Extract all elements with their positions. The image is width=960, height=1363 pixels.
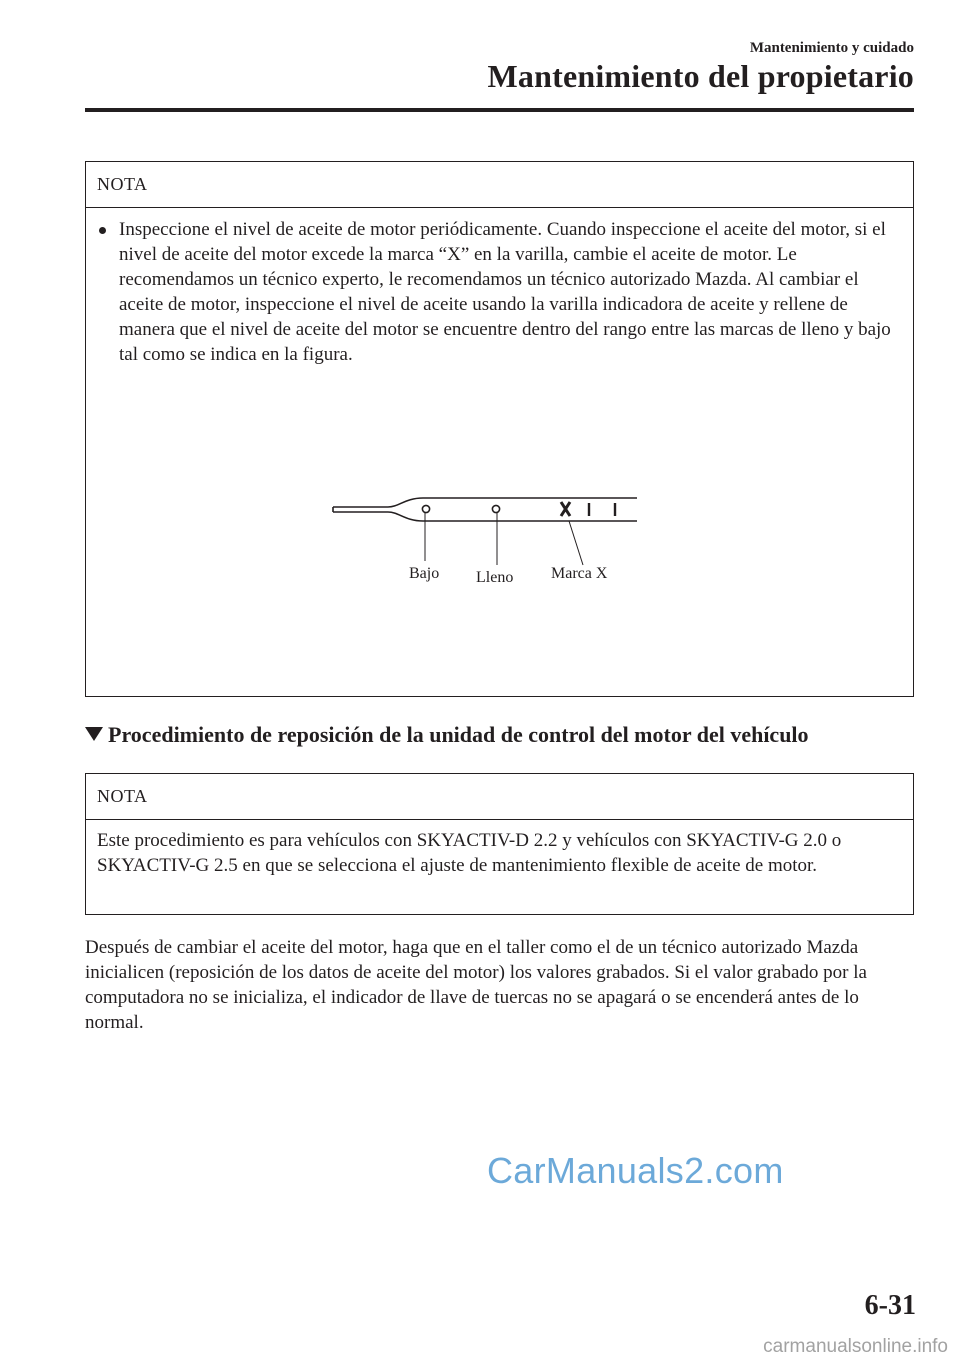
- page-number: 6-31: [864, 1290, 916, 1321]
- dipstick-figure: [331, 495, 651, 595]
- note-label: NOTA: [86, 774, 913, 820]
- dipstick-lower-edge: [333, 512, 637, 521]
- header-subtitle: Mantenimiento y cuidado: [749, 40, 914, 56]
- low-mark-icon: [422, 505, 429, 512]
- body-paragraph: Después de cambiar el aceite del motor, haga que en el taller como el de un técnico autorizado Mazda inicialicen (reposición de los datos de aceite del motor) los valores grabados. Si el valor grabado por la computadora no se inicializa, el indicador de llave de tuercas no se apagará o se encenderá antes de lo normal.: [85, 937, 867, 1033]
- bullet-dot-icon: [99, 227, 106, 234]
- note-box-oil-level: [85, 161, 914, 697]
- label-low: Bajo: [409, 565, 440, 582]
- section-heading-text: Procedimiento de reposición de la unidad de control del motor del vehículo: [108, 722, 809, 747]
- x-mark-icon: [561, 502, 570, 516]
- label-full: Lleno: [476, 569, 514, 586]
- footer-url: carmanualsonline.info: [763, 1336, 948, 1357]
- page-title: Mantenimiento del propietario: [487, 58, 914, 94]
- full-mark-icon: [492, 505, 499, 512]
- header-rule: [85, 108, 914, 112]
- note-text: Este procedimiento es para vehículos con SKYACTIV-D 2.2 y vehículos con SKYACTIV-G 2.0 o SKYACTIV-G 2.5 en que se selecciona el ajuste de mantenimiento flexible de aceite de motor.: [97, 830, 842, 876]
- note-box-procedure: [85, 773, 914, 915]
- note-label: NOTA: [86, 162, 913, 208]
- note-bullet-item: [97, 217, 897, 367]
- label-x-mark: Marca X: [551, 565, 608, 582]
- dipstick-upper-edge: [333, 498, 637, 507]
- section-heading: [85, 722, 809, 748]
- x-mark-leader-line: [569, 521, 583, 565]
- tick-marks: [589, 503, 615, 516]
- watermark-logo: CarManuals2.com: [487, 1150, 784, 1191]
- note-bullet-text: Inspeccione el nivel de aceite de motor periódicamente. Cuando inspeccione el aceite del motor, si el nivel de aceite del motor excede la marca “X” en la varilla, cambie el aceite de motor. Le recomendamos un técnico experto, le recomendamos un técnico autorizado Mazda. Al cambiar el aceite de motor, inspeccione el nivel de aceite usando la varilla indicadora de aceite y rellene de manera que el nivel de aceite del motor se encuentre dentro del rango entre las marcas de lleno y bajo tal como se indica en la figura.: [119, 219, 891, 365]
- triangle-bullet-icon: [85, 727, 103, 741]
